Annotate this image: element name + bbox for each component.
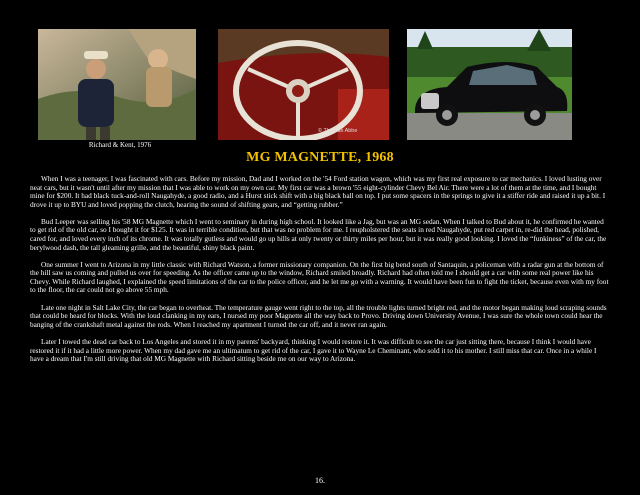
paragraph: Later I towed the dead car back to Los Angeles and stored it in my parents' backyard, thinking I would restore it. It was difficult to see the car just sitting there, because I think I would have restored it if it had a little more power. When my dad gave me an ultimatum to get rid of the car, I gave it to Wayne Le Cheminant, who sold it to his mother. I still miss that car. Once in a while I have a dream that I'm still driving that old MG Magnette with Richard sitting beside me on our way to Arizona. (30, 336, 597, 364)
page-title: MG MAGNETTE, 1968 (246, 150, 394, 165)
photo-caption: Richard & Kent, 1976 (88, 141, 152, 149)
paragraph: One summer I went to Arizona in my little classic with Richard Watson, a former missionary companion. On the first big bend south of Santaquin, a policeman with a radar gun at the bottom of the hill saw us coming and pulled us over for speeding. As the officer came up to the window, Richard smiled broadly. Richard had often told me I should get a car with some real power like his Chevy. While Richard laughed, I explained the speed limitations of the car to the police officer, and he let me go with a warning. It would have been fun to fight the ticket, because even with my foot to the floor, the car could not go above 55 mph. (30, 259, 609, 295)
photo-credit: © Thomas Abbe (318, 128, 358, 134)
paragraph: Late one night in Salt Lake City, the car began to overheat. The temperature gauge went right to the top, all the trouble lights turned bright red, and the motor began making loud scraping sounds that could be heard for blocks. With the loud clanking in my ears, I nursed my poor Magnette all the way back to Provo. Driving down University Avenue, I was sure the whole town could hear the banging of the crankshaft metal against the rods. When I reached my apartment I turned the car off, and it never ran again. (30, 302, 607, 329)
photo-steering-wheel (218, 29, 389, 140)
story-body (30, 175, 610, 372)
paragraph: When I was a teenager, I was fascinated with cars. Before my mission, Dad and I worked on the '54 Ford station wagon, which was my first real exposure to car mechanics. I loved lusting over neat cars, but it wasn't until after my mission that I was able to work on my own car. My first car was a brown '55 eight-cylinder Chevy Bel Air. There were a lot of them at the time, and I bought mine for $200. It had black tuck-and-roll Naugahyde, a good radio, and a Hurst stick shift with a big black ball on top. I put some spacers in the springs to give it a stiffer ride and raised it up a bit. I drove it up to BYU and loved popping the clutch, hearing the sound of shifting gears, and “getting rubber.” (30, 174, 606, 209)
photo-richard-and-kent (38, 29, 196, 140)
photo-mg-magnette-car (407, 29, 572, 140)
page-number: 16. (315, 476, 325, 485)
paragraph: Bud Leeper was selling his '58 MG Magnette which I went to seminary in during high school. It looked like a Jag, but was an MG sedan. When I talked to Bud about it, he confirmed he wanted to get rid of the old car, so I bought it for $125. It was in terrible condition, but that was no problem for me. I reupholstered the seats in red Naugahyde, put red carpet in, re-did the head, polished, cared for, and loved every inch of its chrome. It was totally gutless and would go up hills at only twenty or thirty miles per hour, but it was really good looking. I loved the “funkiness” of the car, the berylwood dash, the tall gleaming grille, and the beautiful, shiny black paint. (30, 216, 607, 252)
